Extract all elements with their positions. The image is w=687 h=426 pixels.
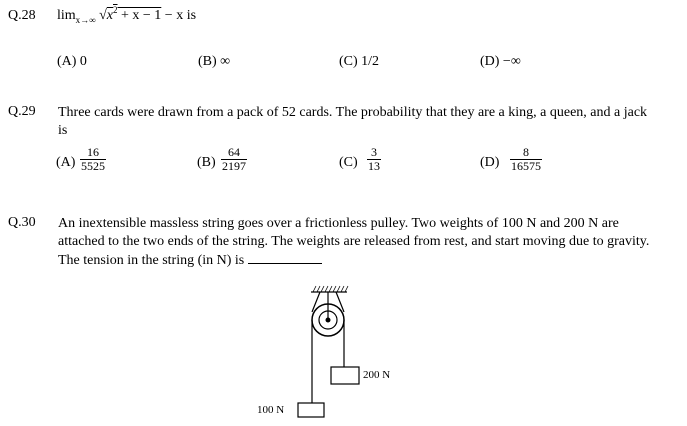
q28-option-d[interactable]: (D) −∞: [480, 54, 521, 69]
q30-number: Q.30: [8, 215, 36, 230]
radicand-x: x: [106, 8, 113, 23]
q29-option-d-numerator: 8: [523, 145, 529, 159]
q29-option-b-denominator: 2197: [222, 159, 246, 173]
q29-number: Q.29: [8, 104, 36, 119]
weight-box-right: [331, 367, 359, 384]
q28-number: Q.28: [8, 8, 36, 23]
weight-label-right: 200 N: [363, 369, 391, 381]
q29-option-d-label[interactable]: (D): [480, 155, 500, 170]
q29-option-a-label[interactable]: (A): [56, 155, 76, 170]
q28-option-c[interactable]: (C) 1/2: [339, 54, 380, 69]
weight-label-left: 100 N: [257, 404, 285, 416]
radicand-rest: + x − 1: [117, 8, 162, 23]
q29-option-d-denominator: 16575: [511, 159, 541, 173]
radicand-exponent: 2: [113, 5, 118, 15]
q30-text-body: An inextensible massless string goes over a frictionless pulley. Two weights of 100 N and 200 N are attached to the two ends of the string. The weights are released from rest, and start moving due to gravity. The tension in the string (in N) is: [58, 216, 650, 268]
q29-option-a-denominator: 5525: [81, 159, 105, 173]
q29-option-c-label[interactable]: (C): [339, 155, 358, 170]
q28-tail: − x is: [161, 8, 197, 23]
q29-text: Three cards were drawn from a pack of 52 cards. The probability that they are a king, a queen, and a jack is: [58, 105, 648, 138]
q29-option-c-denominator: 13: [368, 159, 380, 173]
q29-option-a-numerator: 16: [87, 145, 99, 159]
weight-box-left: [298, 403, 324, 417]
q28-option-a[interactable]: (A) 0: [57, 54, 87, 69]
ceiling-support: [311, 286, 348, 292]
lim-operator: lim: [57, 8, 76, 23]
q29-option-b-numerator: 64: [228, 145, 240, 159]
sqrt-sign: √: [99, 8, 107, 23]
q29-option-c-numerator: 3: [371, 145, 377, 159]
q29-option-b-label[interactable]: (B): [197, 155, 216, 170]
q28-option-b[interactable]: (B) ∞: [198, 54, 231, 69]
lim-subscript: x→∞: [75, 15, 96, 25]
pulley-axle: [326, 318, 331, 323]
